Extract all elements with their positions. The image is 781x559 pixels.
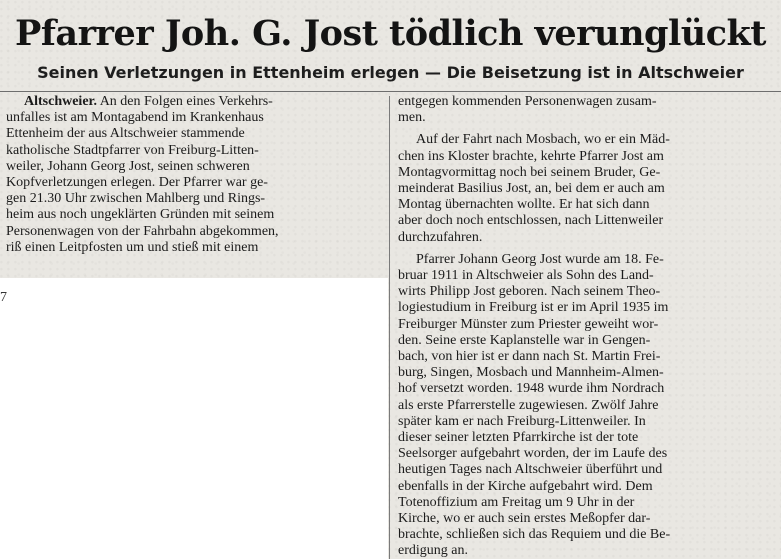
right-column-line: entgegen kommenden Personenwagen zusam- bbox=[398, 94, 657, 109]
right-column-line: Kirche, wo er auch sein erstes Meßopfer dar- bbox=[398, 511, 651, 527]
right-column-line: Auf der Fahrt nach Mosbach, wo er ein Mäd- bbox=[416, 132, 670, 148]
right-column bbox=[398, 94, 774, 559]
left-column-line: riß einen Leitpfosten um und stieß mit einem bbox=[6, 239, 259, 255]
column-divider bbox=[389, 96, 390, 559]
right-column-line: erdigung an. bbox=[398, 543, 468, 559]
right-column-line: Pfarrer Johann Georg Jost wurde am 18. Fe- bbox=[416, 251, 664, 267]
right-column-line: Seelsorger aufgebahrt worden, der im Laufe des bbox=[398, 446, 668, 462]
left-column-line: katholische Stadtpfarrer von Freiburg-Litten- bbox=[6, 142, 259, 158]
right-column-line: burg, Singen, Mosbach und Mannheim-Almen- bbox=[398, 365, 664, 381]
paragraph bbox=[398, 94, 774, 126]
right-column-line: chen ins Kloster brachte, kehrte Pfarrer Jost am bbox=[398, 148, 664, 164]
right-column-line: Totenoffizium am Freitag um 9 Uhr in der bbox=[398, 494, 635, 510]
left-column-line bbox=[6, 94, 382, 110]
right-column-line: durchzufahren. bbox=[398, 229, 483, 245]
right-column-line: brachte, schließen sich das Requiem und die Be- bbox=[398, 527, 671, 543]
right-column-line: später kam er nach Freiburg-Littenweiler. In bbox=[398, 413, 646, 429]
article-headline: Pfarrer Joh. G. Jost tödlich verunglückt bbox=[15, 13, 766, 54]
header-rule bbox=[0, 91, 781, 92]
right-column-line: dieser seiner letzten Pfarrkirche ist der tote bbox=[398, 430, 639, 446]
paragraph bbox=[398, 132, 774, 245]
left-column-line: unfalles ist am Montagabend im Krankenhaus bbox=[6, 110, 264, 126]
right-column-line: men. bbox=[398, 110, 426, 126]
right-column-line: Montagvormittag noch bei seinem Bruder, Ge- bbox=[398, 164, 661, 180]
right-column-line: ebenfalls in der Kirche aufgebahrt wird. Dem bbox=[398, 478, 653, 494]
right-column-line: logiestudium in Freiburg ist er im April 1935 im bbox=[398, 300, 669, 316]
left-column-line: gen 21.30 Uhr zwischen Mahlberg und Rings- bbox=[6, 191, 266, 207]
left-column-line: Personenwagen von der Fahrbahn abgekommen, bbox=[6, 223, 279, 239]
left-column-line: weiler, Johann Georg Jost, seinen schweren bbox=[6, 158, 250, 174]
right-column-line: bach, von hier ist er dann nach St. Martin Frei- bbox=[398, 349, 661, 365]
right-column-line: meinderat Basilius Jost, an, bei dem er auch am bbox=[398, 181, 665, 197]
right-column-line: den. Seine erste Kaplanstelle war in Gengen- bbox=[398, 332, 651, 348]
right-column-line: bruar 1911 in Altschweier als Sohn des Land- bbox=[398, 268, 654, 284]
right-column-line: wirts Philipp Jost geboren. Nach seinem Theo- bbox=[398, 284, 661, 300]
left-column bbox=[6, 94, 382, 256]
left-column-line: heim aus noch ungeklärten Gründen mit seinem bbox=[6, 207, 275, 223]
right-column-line: Freiburger Münster zum Priester geweiht wor- bbox=[398, 316, 659, 332]
right-column-line: als erste Pfarrerstelle zugewiesen. Zwölf Jahre bbox=[398, 397, 659, 413]
right-column-line: aber doch noch entschlossen, nach Littenweiler bbox=[398, 213, 664, 229]
right-column-line: hof versetzt worden. 1948 wurde ihm Nordrach bbox=[398, 381, 665, 397]
stray-mark: 7 bbox=[0, 290, 7, 305]
right-column-line: heutigen Tages nach Altschweier überführt und bbox=[398, 462, 663, 478]
paragraph bbox=[398, 252, 774, 559]
left-column-line: Ettenheim der aus Altschweier stammende bbox=[6, 126, 245, 142]
left-column-line-text: An den Folgen eines Verkehrs- bbox=[96, 94, 273, 109]
article-subheadline: Seinen Verletzungen in Ettenheim erlegen — Die Beisetzung ist in Altschweier bbox=[37, 63, 744, 82]
left-column-line: Kopfverletzungen erlegen. Der Pfarrer war ge- bbox=[6, 175, 268, 191]
dateline: Altschweier. bbox=[24, 94, 97, 109]
right-column-line: Montag übernachten wollte. Er hat sich dann bbox=[398, 197, 650, 213]
